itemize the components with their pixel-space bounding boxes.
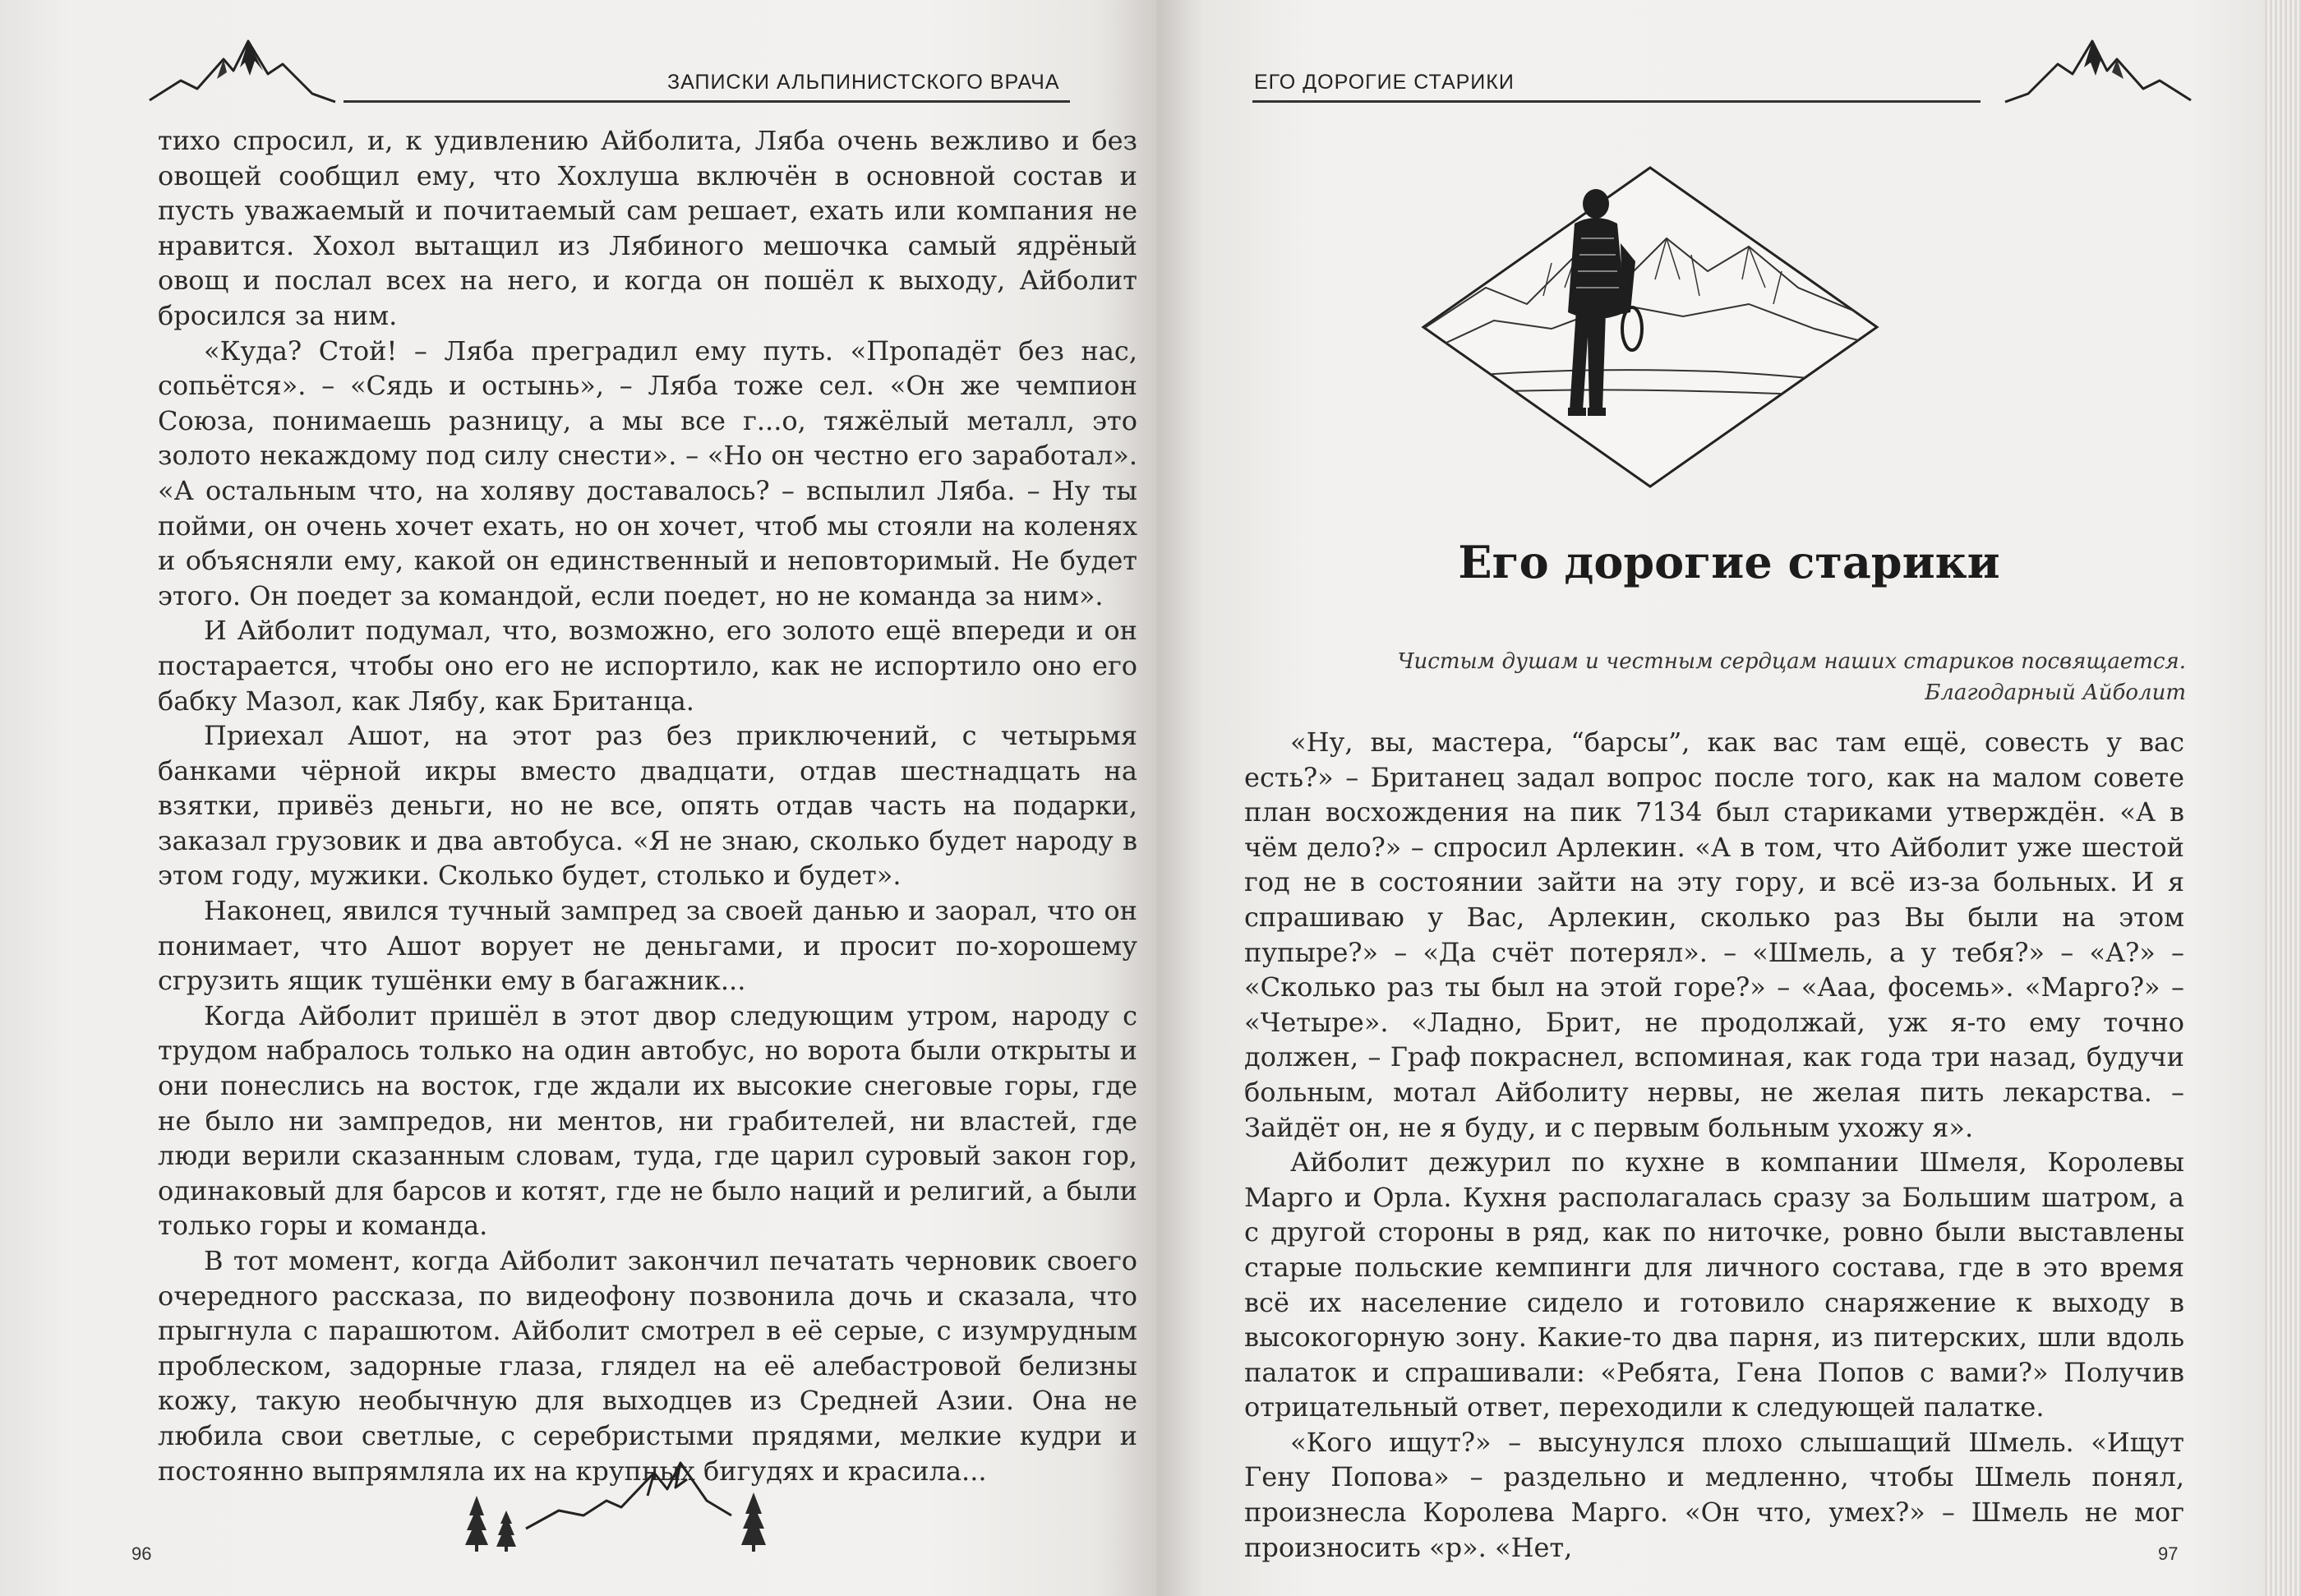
running-header: ЗАПИСКИ АЛЬПИНИСТСКОГО ВРАЧА <box>667 71 1060 94</box>
right-body-text <box>1244 725 2184 1565</box>
page-number: 97 <box>2158 1543 2179 1564</box>
page-number: 96 <box>131 1543 152 1564</box>
mountaineer-illustration-icon <box>1420 164 1880 493</box>
page-edge <box>2265 0 2301 1596</box>
paragraph: Айболит дежурил по кухне в компании Шмеля, Королевы Марго и Орла. Кухня располагалась сразу за Большим шатром, а с другой стороны в ряд, как по ниточке, ровно были выставлены старые польские кемпинги для личного состава, где в это время всё их население сидело и готовило снаряжение к выходу в высокогорную зону. Какие-то два парня, из питерских, шли вдоль палаток и спрашивали: «Ребята, Гена Попов с вами?» Получив отрицательный ответ, переходили к следующей палатке. <box>1244 1146 2184 1423</box>
chapter-title: Его дорогие старики <box>1458 536 2000 588</box>
epigraph-signature: Благодарный Айболит <box>1925 680 2186 705</box>
right-page <box>1157 0 2301 1596</box>
header-rule <box>344 100 1070 103</box>
paragraph: Наконец, явился тучный зампред за своей данью и заорал, что он понимает, что Ашот ворует не деньгами, и просит по-хорошему сгрузить ящик тушёнки ему в багажник... <box>158 895 1137 997</box>
epigraph-dedication: Чистым душам и честным сердцам наших стариков посвящается. <box>1397 649 2186 674</box>
mountains-trees-icon <box>460 1430 781 1553</box>
mountain-header-icon <box>2004 30 2193 112</box>
paragraph: И Айболит подумал, что, возможно, его золото ещё впереди и он постарается, чтобы оно его не испортило, как не испортило оно его бабку Мазол, как Лябу, как Британца. <box>158 615 1137 717</box>
paragraph: «Ну, вы, мастера, “барсы”, как вас там ещё, совесть у вас есть?» – Британец задал вопрос после того, как на малом совете план восхождения на пик 7134 был стариками утверждён. «А в чём дело?» – спросил Арлекин. «А в том, что Айболит уже шестой год не в состоянии зайти на эту гору, и всё из-за больных. И я спрашиваю у Вас, Арлекин, сколько раз Вы были на этом пупыре?» – «Да счёт потерял». – «Шмель, а у тебя?» – «А?» – «Сколько раз ты был на этой горе?» – «Ааа, фосемь». «Марго?» – «Четыре». «Ладно, Брит, не продолжай, уж я-то ему точно должен, – Граф покраснел, вспоминая, как года три назад, будучи больным, мотал Айболиту нервы, не желая пить лекарства. – Зайдёт он, не я буду, и с первым больным ухожу я». <box>1244 727 2184 1143</box>
paragraph: «Кого ищут?» – высунулся плохо слышащий Шмель. «Ищут Гену Попова» – раздельно и медленно, чтобы Шмель понял, произнесла Королева Марго. «Он что, умех?» – Шмель не мог произносить «р». «Нет, <box>1244 1426 2184 1563</box>
paragraph: «Куда? Стой! – Ляба преградил ему путь. «Пропадёт без нас, сопьётся». – «Сядь и остынь», – Ляба тоже сел. «Он же чемпион Союза, понимаешь разницу, а мы все г...о, тяжёлый металл, это золото некаждому под силу снести». – «Но он честно его заработал». «А остальным что, на холяву доставалось? – вспылил Ляба. – Ну ты пойми, он очень хочет ехать, но он хочет, чтоб мы стояли на коленях и объясняли ему, какой он единственный и неповторимый. Не будет этого. Он поедет за командой, если поедет, но не команда за ним». <box>158 334 1137 611</box>
paragraph: В тот момент, когда Айболит закончил печатать черновик своего очередного рассказа, по видеофону позвонила дочь и сказала, что прыгнула с парашютом. Айболит смотрел в её серые, с изумрудным проблеском, задорные глаза, глядел на её алебастровой белизны кожу, такую необычную для выходцев из Средней Азии. Она не любила свои светлые, с серебристыми прядями, мелкие кудри и постоянно выпрямляла их на крупных бигудях и красила... <box>158 1245 1137 1487</box>
paragraph: Приехал Ашот, на этот раз без приключений, с четырьмя банками чёрной икры вместо двадцати, отдав шестнадцать на взятки, привёз деньги, но не все, опять отдав часть на подарки, заказал грузовик и два автобуса. «Я не знаю, сколько будет народу в этом году, мужики. Сколько будет, столько и будет». <box>158 720 1137 892</box>
paragraph: Когда Айболит пришёл в этот двор следующим утром, народу с трудом набралось только на один автобус, но ворота были открыты и они понеслись на восток, где ждали их высокие снеговые горы, где не было ни зампредов, ни ментов, ни грабителей, ни властей, где люди верили сказанным словам, туда, где царил суровый закон гор, одинаковый для барсов и котят, где не было наций и религий, а были только горы и команда. <box>158 999 1137 1242</box>
left-body-text <box>158 123 1137 1488</box>
header-rule <box>1252 100 1981 103</box>
running-header: ЕГО ДОРОГИЕ СТАРИКИ <box>1254 71 1515 94</box>
paragraph: тихо спросил, и, к удивлению Айболита, Ляба очень вежливо и без овощей сообщил ему, что Хохлуша включён в основной состав и пусть уважаемый и почитаемый сам решает, ехать или компания не нравится. Хохол вытащил из Лябиного мешочка самый ядрёный овощ и послал всех на него, и когда он пошёл к выходу, Айболит бросился за ним. <box>158 125 1137 331</box>
mountain-header-icon <box>148 30 337 112</box>
epigraph <box>1397 646 2186 708</box>
